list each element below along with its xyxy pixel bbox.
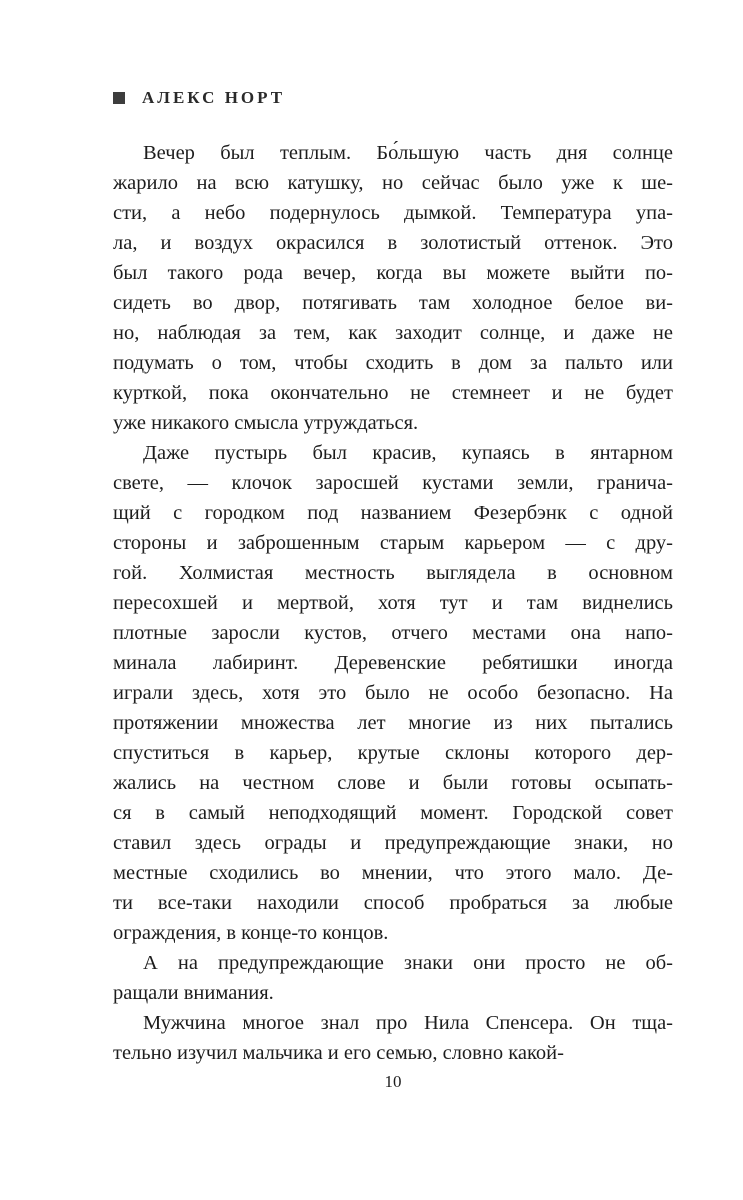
text-line: местные сходились во мнении, что этого мало. Де- — [113, 862, 673, 884]
text-line: ти все-таки находили способ пробраться за любые — [113, 892, 673, 914]
text-line: ращали внимания. — [113, 982, 274, 1004]
text-line: но, наблюдая за тем, как заходит солнце, и даже не — [113, 322, 673, 344]
text-line: Даже пустырь был красив, купаясь в янтарном — [143, 442, 673, 464]
text-line: Мужчина многое знал про Нила Спенсера. Он тща- — [143, 1012, 673, 1034]
text-line: минала лабиринт. Деревенские ребятишки иногда — [113, 652, 673, 674]
paragraph — [113, 438, 673, 948]
text-line: жарило на всю катушку, но сейчас было уже к ше- — [113, 172, 673, 194]
text-line: ставил здесь ограды и предупреждающие знаки, но — [113, 832, 673, 854]
text-line: уже никакого смысла утруждаться. — [113, 412, 419, 434]
text-line: сти, а небо подернулось дымкой. Температура упа- — [113, 202, 673, 224]
text-line: подумать о том, чтобы сходить в дом за пальто или — [113, 352, 673, 374]
text-line: ся в самый неподходящий момент. Городской совет — [113, 802, 673, 824]
text-line: пересохшей и мертвой, хотя тут и там виднелись — [113, 592, 673, 614]
text-line: тельно изучил мальчика и его семью, словно какой- — [113, 1042, 564, 1064]
text-line: спуститься в карьер, крутые склоны которого дер- — [113, 742, 673, 764]
paragraph — [113, 1008, 673, 1068]
text-line: Вечер был теплым. Бо́льшую часть дня солнце — [143, 142, 673, 164]
text-line: щий с городком под названием Фезербэнк с одной — [113, 502, 673, 524]
text-line: жались на честном слове и были готовы осыпать- — [113, 772, 673, 794]
author-name: АЛЕКС НОРТ — [142, 88, 286, 107]
page-text — [113, 138, 673, 1068]
text-line: играли здесь, хотя это было не особо безопасно. На — [113, 682, 673, 704]
text-line: свете, — клочок заросшей кустами земли, гранича- — [113, 472, 673, 494]
text-line: ограждения, в конце-то концов. — [113, 922, 389, 944]
text-line: курткой, пока окончательно не стемнеет и не будет — [113, 382, 673, 404]
text-line: был такого рода вечер, когда вы можете выйти по- — [113, 262, 673, 284]
paragraph — [113, 948, 673, 1008]
text-line: плотные заросли кустов, отчего местами она напо- — [113, 622, 673, 644]
page-number: 10 — [384, 1072, 402, 1091]
text-line: стороны и заброшенным старым карьером — с дру- — [113, 532, 673, 554]
text-line: сидеть во двор, потягивать там холодное белое ви- — [113, 292, 673, 314]
running-header — [113, 88, 673, 108]
square-bullet-icon — [113, 92, 125, 104]
text-line: А на предупреждающие знаки они просто не об- — [143, 952, 673, 974]
text-line: протяжении множества лет многие из них пытались — [113, 712, 673, 734]
text-line: гой. Холмистая местность выглядела в основном — [113, 562, 673, 584]
paragraph — [113, 138, 673, 438]
text-line: ла, и воздух окрасился в золотистый оттенок. Это — [113, 232, 673, 254]
